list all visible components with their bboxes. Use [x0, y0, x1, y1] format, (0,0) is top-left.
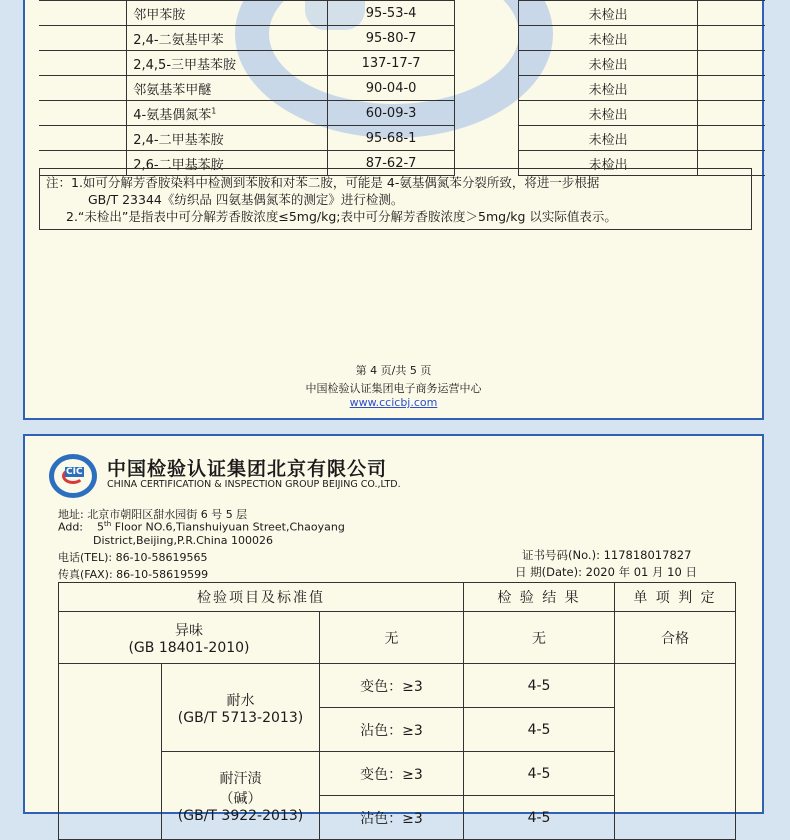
colorfastness-group — [59, 664, 162, 840]
table-row — [39, 51, 765, 76]
column-gap — [455, 76, 518, 101]
report-date: 日 期(Date): 2020 年 01 月 10 日 — [515, 565, 697, 579]
column-gap — [455, 1, 518, 26]
website-link[interactable]: www.ccicbj.com — [349, 396, 438, 409]
amine-name: 4-氨基偶氮苯$^1$ — [127, 101, 327, 126]
colorfastness-judgement — [615, 664, 736, 840]
odor-standard: 无 — [320, 612, 464, 664]
cic-logo-icon — [49, 454, 97, 498]
odor-item: 异味 (GB 18401-2010) — [59, 612, 320, 664]
amine-name: 2,6-二甲基苯胺 — [127, 151, 327, 176]
company-name-cn: 中国检验认证集团北京有限公司 — [107, 458, 388, 480]
column-gap — [455, 51, 518, 76]
fax: 传真(FAX): 86-10-58619599 — [58, 568, 209, 581]
water-change-result: 4-5 — [464, 664, 615, 708]
amine-name: 2,4,5-三甲基苯胺 — [127, 51, 327, 76]
note-line-3: 2.“未检出”是指表中可分解芳香胺浓度≤5mg/kg;表中可分解芳香胺浓度＞5mg/kg 以实际值表示。 — [66, 209, 617, 224]
amine-name: 邻氨基苯甲醚 — [127, 76, 327, 101]
cas-number: 137-17-7 — [327, 51, 455, 76]
sweat-change-standard: 变色：≥3 — [320, 752, 464, 796]
address-en-line1: Add: 5th Floor NO.6,Tianshuiyuan Street,Chaoyang — [58, 520, 345, 534]
inspection-table — [58, 582, 736, 840]
test-result: 未检出 — [518, 26, 698, 51]
water-item: 耐水 (GB/T 5713-2013) — [162, 664, 320, 752]
address-en-line2: District,Beijing,P.R.China 100026 — [93, 534, 274, 547]
test-result: 未检出 — [518, 126, 698, 151]
test-result: 未检出 — [518, 51, 698, 76]
odor-result: 无 — [464, 612, 615, 664]
table-row — [39, 76, 765, 101]
cas-number: 95-53-4 — [327, 1, 455, 26]
cas-number: 95-80-7 — [327, 26, 455, 51]
header-result: 检 验 结 果 — [464, 583, 615, 612]
row-margin-left — [39, 26, 127, 51]
table-row — [39, 1, 765, 26]
amine-name: 2,4-二甲基苯胺 — [127, 126, 327, 151]
sweat-item: 耐汗渍 （碱） (GB/T 3922-2013) — [162, 752, 320, 840]
row-margin-left — [39, 101, 127, 126]
notes-box — [39, 168, 752, 230]
test-result: 未检出 — [518, 151, 698, 176]
certificate-number: 证书号码(No.): 117818017827 — [522, 548, 692, 562]
water-stain-standard: 沾色：≥3 — [320, 708, 464, 752]
report-page-5 — [23, 434, 764, 827]
test-result: 未检出 — [518, 76, 698, 101]
address-cn: 地址: 北京市朝阳区甜水园街 6 号 5 层 — [58, 508, 248, 521]
table-row — [39, 101, 765, 126]
test-result: 未检出 — [518, 1, 698, 26]
row-margin-right — [698, 126, 765, 151]
row-margin-right — [698, 101, 765, 126]
table-row — [39, 26, 765, 51]
logo-text: CIC — [66, 467, 83, 477]
row-margin-left — [39, 126, 127, 151]
odor-judgement: 合格 — [615, 612, 736, 664]
cas-number: 87-62-7 — [327, 151, 455, 176]
telephone: 电话(TEL): 86-10-58619565 — [58, 551, 208, 564]
center-name: 中国检验认证集团电子商务运营中心 — [305, 382, 482, 395]
cas-number: 90-04-0 — [327, 76, 455, 101]
cas-number: 60-09-3 — [327, 101, 455, 126]
column-gap — [455, 101, 518, 126]
row-margin-left — [39, 51, 127, 76]
column-gap — [455, 26, 518, 51]
table-row — [39, 126, 765, 151]
row-margin-right — [698, 1, 765, 26]
water-stain-result: 4-5 — [464, 708, 615, 752]
sweat-stain-result: 4-5 — [464, 796, 615, 840]
row-margin-left — [39, 1, 127, 26]
header-judgement: 单 项 判 定 — [615, 583, 736, 612]
note-line-1: 注：1.如可分解芳香胺染料中检测到苯胺和对苯二胺，可能是 4-氨基偶氮苯分裂所致，将进一步根据 — [46, 175, 600, 190]
page-number: 第 4 页/共 5 页 — [355, 364, 432, 377]
note-line-2: GB/T 23344《纺织品 四氨基偶氮苯的测定》进行检测。 — [88, 192, 404, 207]
row-margin-right — [698, 26, 765, 51]
water-change-standard: 变色：≥3 — [320, 664, 464, 708]
row-margin-left — [39, 76, 127, 101]
amine-name: 2,4-二氨基甲苯 — [127, 26, 327, 51]
company-name-en: CHINA CERTIFICATION & INSPECTION GROUP BEIJING CO.,LTD. — [107, 479, 401, 490]
amine-name: 邻甲苯胺 — [127, 1, 327, 26]
cas-number: 95-68-1 — [327, 126, 455, 151]
test-result: 未检出 — [518, 101, 698, 126]
column-gap — [455, 126, 518, 151]
row-margin-right — [698, 76, 765, 101]
row-margin-right — [698, 51, 765, 76]
sweat-change-result: 4-5 — [464, 752, 615, 796]
header-item: 检验项目及标准值 — [59, 583, 464, 612]
report-page-4 — [23, 0, 764, 420]
sweat-stain-standard: 沾色：≥3 — [320, 796, 464, 840]
aromatic-amine-table — [39, 0, 765, 176]
